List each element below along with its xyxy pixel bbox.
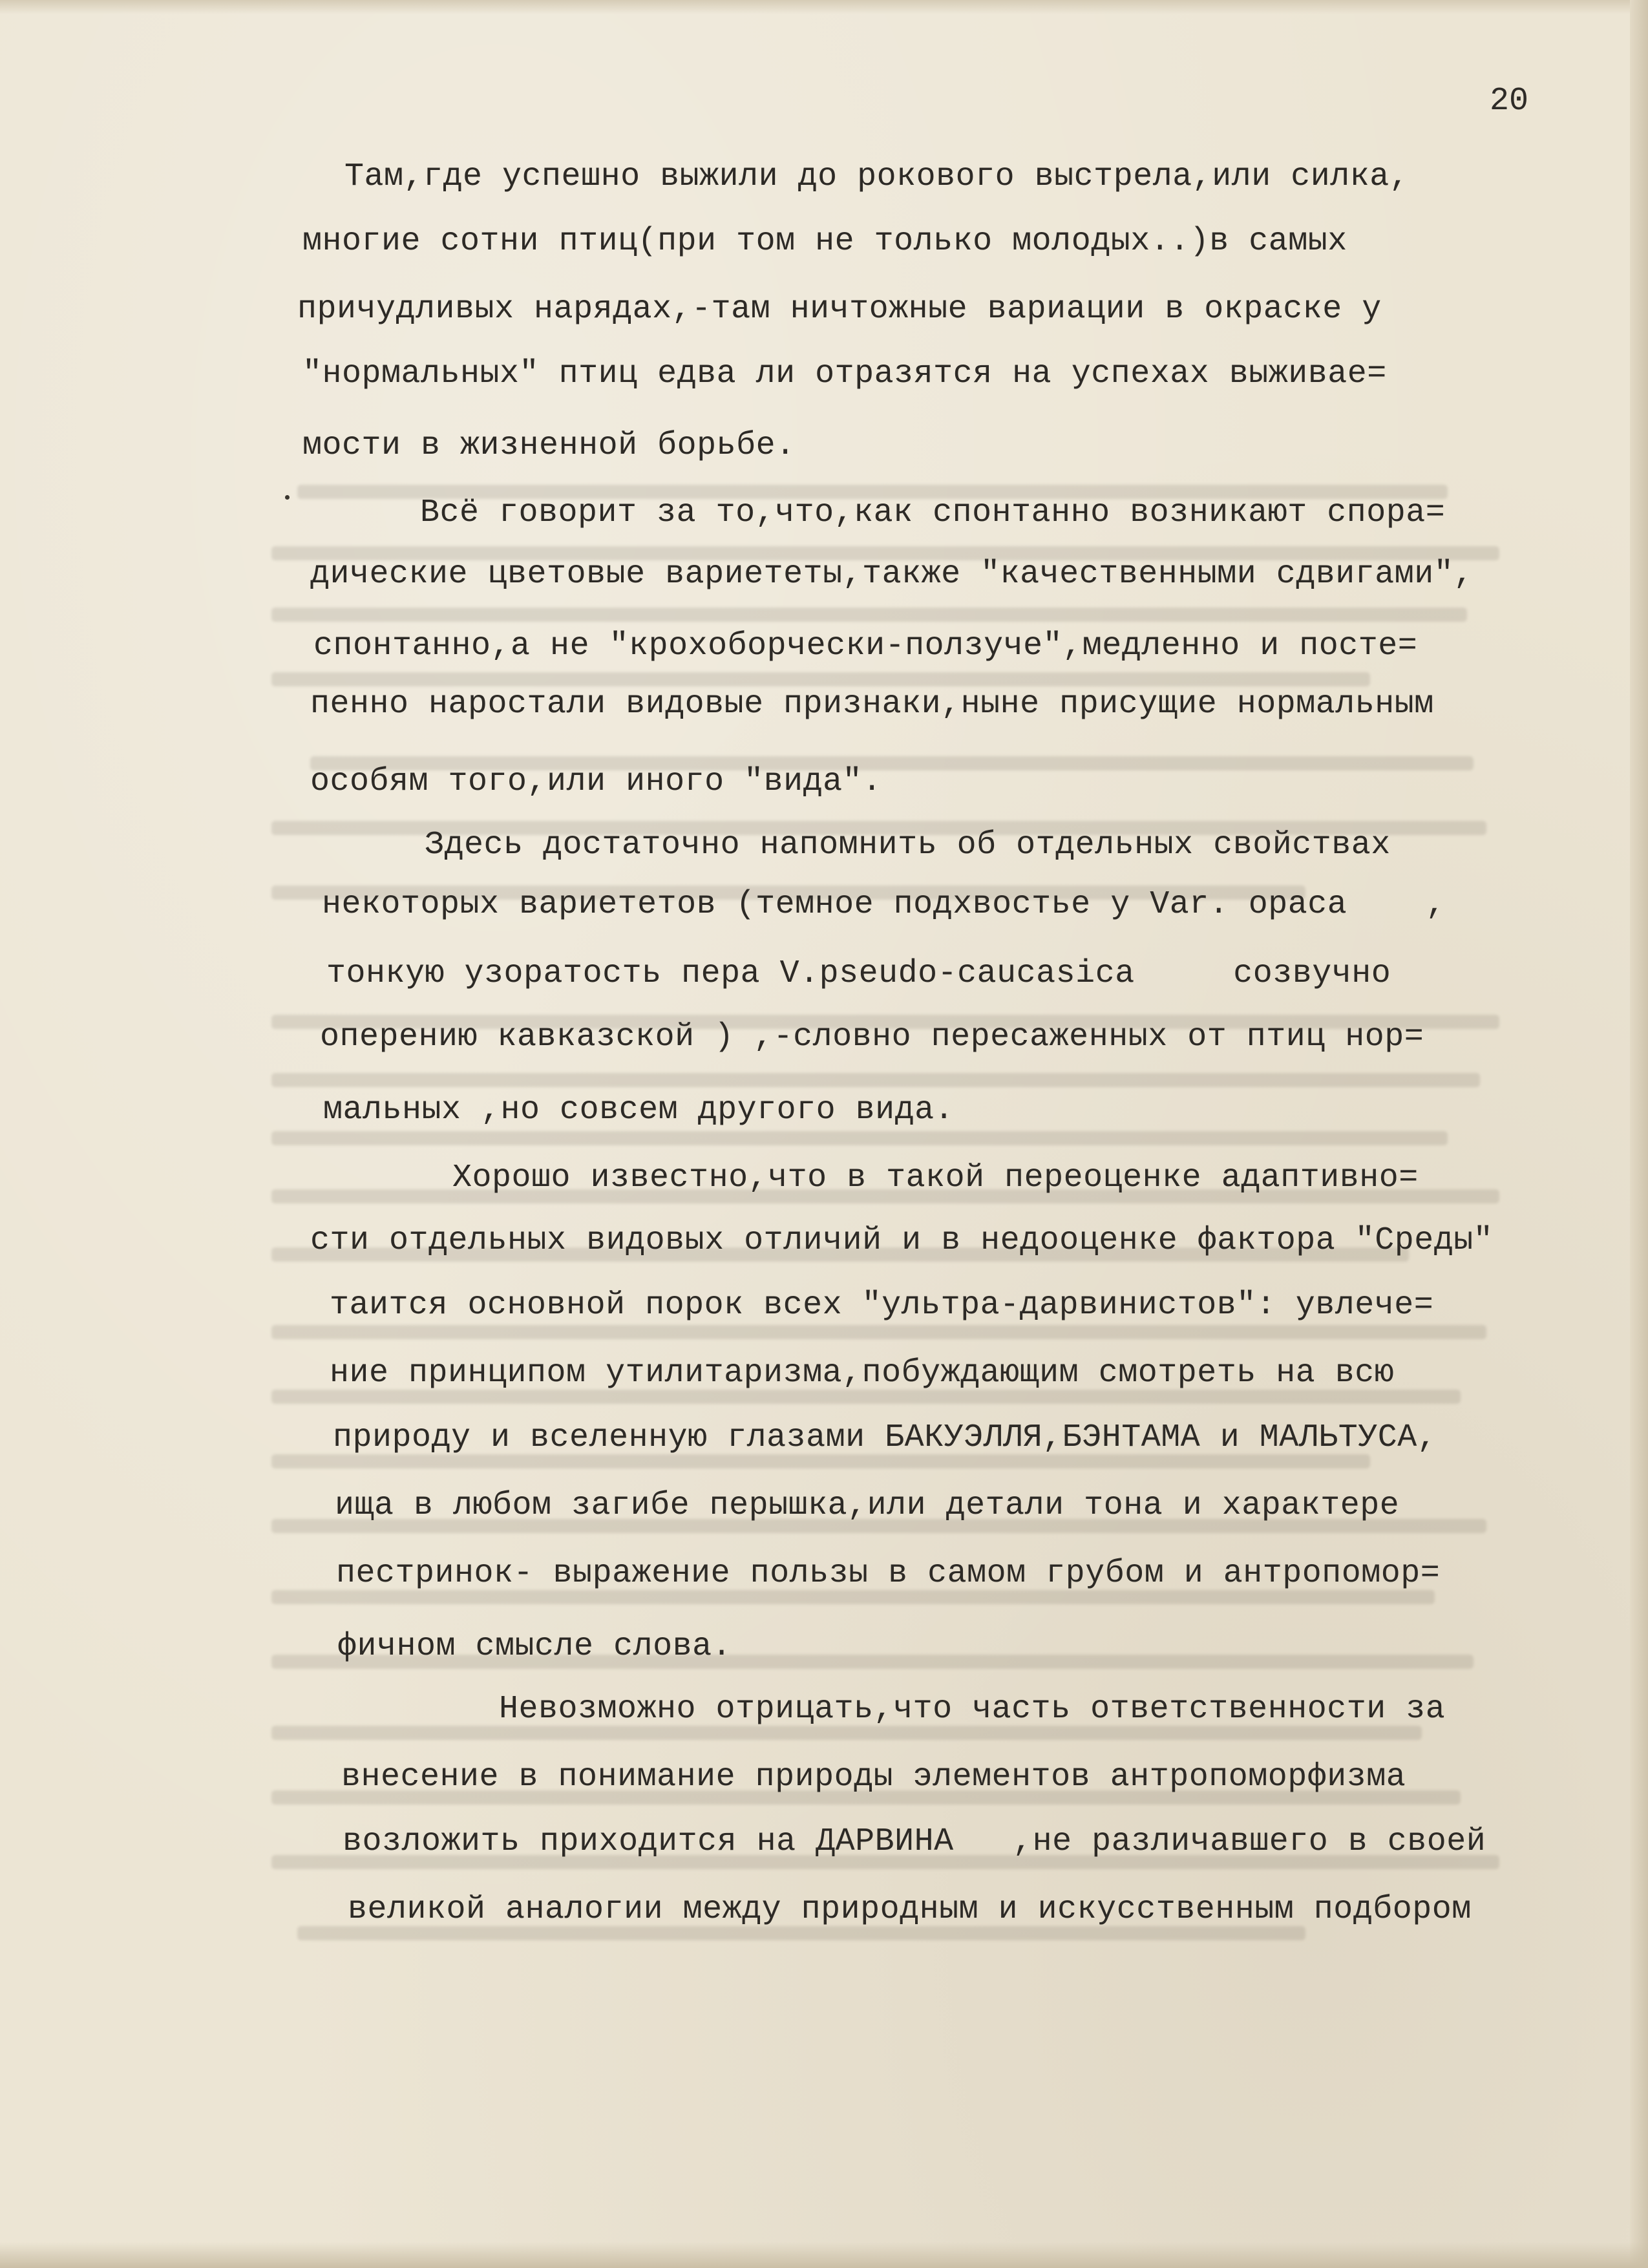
text-line: дические цветовые вариететы,также "качественными сдвигами",: [310, 556, 1474, 593]
text-line: мальных ,но совсем другого вида.: [323, 1092, 955, 1129]
text-line: Там,где успешно выжили до рокового выстрела,или силка,: [344, 158, 1410, 195]
text-line: ние принципом утилитаризма,побуждающим смотреть на всю: [330, 1355, 1395, 1392]
text-line: Невозможно отрицать,что часть ответственности за: [499, 1691, 1446, 1728]
text-line: возложить приходится на ДАРВИНА ,не различавшего в своей: [343, 1823, 1486, 1860]
text-line: спонтанно,а не "крохоборчески-ползуче",медленно и посте=: [313, 628, 1418, 664]
text-line: мости в жизненной борьбе.: [302, 427, 796, 464]
text-line: оперению кавказской ) ,-словно пересаженных от птиц нор=: [320, 1019, 1424, 1055]
page-bottom-edge: [0, 2242, 1648, 2268]
text-line: "нормальных" птиц едва ли отразятся на успехах выживае=: [302, 355, 1387, 392]
text-line: тонкую узоратость пера V.pseudo-caucasica созвучно: [326, 955, 1391, 992]
text-line: пестринок- выражение пользы в самом грубом и антропомор=: [336, 1555, 1441, 1592]
text-line: внесение в понимание природы элементов антропоморфизма: [341, 1759, 1406, 1796]
page-right-edge: [1630, 0, 1648, 2268]
text-line: Хорошо известно,что в такой переоценке адаптивно=: [452, 1160, 1419, 1196]
text-line: таится основной порок всех "ультра-дарвинистов": увлече=: [330, 1287, 1434, 1324]
text-line: сти отдельных видовых отличий и в недооценке фактора "Среды": [310, 1222, 1494, 1259]
text-line: природу и вселенную глазами БАКУЭЛЛЯ,БЭНТАМА и МАЛЬТУСА,: [333, 1419, 1437, 1456]
text-line: пенно наростали видовые признаки,ныне присущие нормальным: [310, 686, 1434, 723]
stray-mark: [285, 495, 290, 500]
text-line: некоторых вариететов (темное подхвостье у Var. opaca ,: [322, 886, 1446, 923]
page-top-edge: [0, 0, 1648, 14]
text-line: Здесь достаточно напомнить об отдельных свойствах: [425, 827, 1391, 864]
text-line: фичном смысле слова.: [337, 1628, 732, 1665]
text-line: ища в любом загибе перышка,или детали тона и характере: [335, 1487, 1400, 1524]
text-line: особям того,или иного "вида".: [310, 763, 882, 800]
page-number: 20: [1490, 83, 1529, 120]
text-line: Всё говорит за то,что,как спонтанно возникают спора=: [420, 494, 1446, 531]
text-line: причудливых нарядах,-там ничтожные вариации в окраске у: [297, 291, 1382, 328]
text-line: великой аналогии между природным и искусственным подбором: [348, 1891, 1472, 1928]
text-line: многие сотни птиц(при том не только молодых..)в самых: [302, 223, 1347, 260]
